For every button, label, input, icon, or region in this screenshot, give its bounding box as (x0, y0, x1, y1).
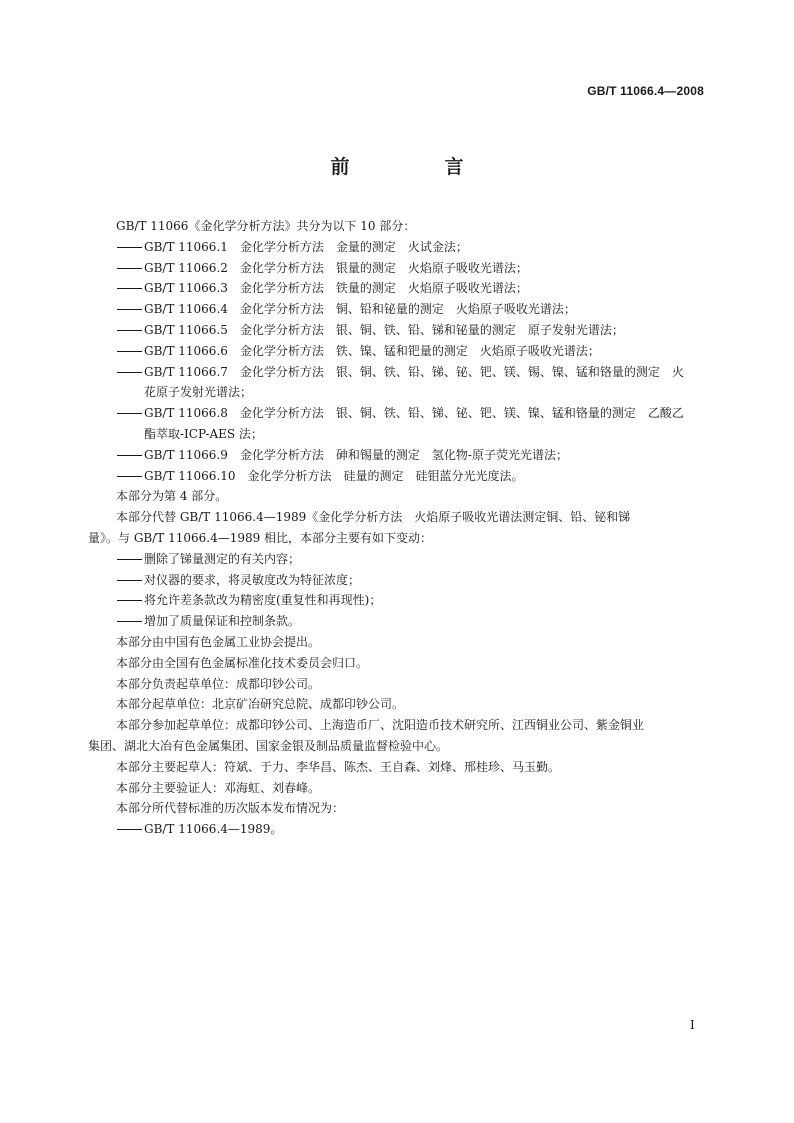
foreword-body (88, 216, 706, 840)
part-text: GB/T 11066.8 金化学分析方法 银、铜、铁、铅、锑、铋、钯、镁、镍、锰和铬量的测定 乙酸乙 (144, 406, 684, 421)
part-text: GB/T 11066.5 金化学分析方法 银、铜、铁、铅、锑和铋量的测定 原子发射光谱法； (144, 322, 624, 337)
part-text-continued: 花原子发射光谱法； (144, 385, 253, 400)
part-text: GB/T 11066.10 金化学分析方法 硅量的测定 硅钼蓝分光光度法。 (144, 468, 524, 483)
change-item (116, 590, 706, 611)
participating-units-line2: 集团、湖北大冶有色金属集团、国家金银及制品质量监督检验中心。 (88, 738, 449, 753)
part-text: GB/T 11066.7 金化学分析方法 银、铜、铁、铅、锑、铋、钯、镁、锡、镍、锰和铬量的测定 火 (144, 364, 684, 379)
main-verifiers-paragraph: 本部分主要验证人：邓海虹、刘春峰。 (116, 780, 321, 795)
intro-paragraph: GB/T 11066《金化学分析方法》共分为以下 10 部分： (116, 219, 416, 233)
list-item (116, 362, 706, 404)
list-item (116, 466, 706, 487)
standard-code: GB/T 11066.4—2008 (587, 84, 704, 98)
change-text: 对仪器的要求，将灵敏度改为特征浓度； (144, 572, 361, 587)
list-item (116, 403, 706, 445)
list-item (116, 445, 706, 466)
this-part-paragraph: 本部分为第 4 部分。 (116, 489, 228, 504)
replaces-paragraph-line1: 本部分代替 GB/T 11066.4—1989《金化学分析方法 火焰原子吸收光谱法测定铜、铅、铋和锑 (116, 510, 631, 525)
change-item (116, 570, 706, 591)
history-intro-paragraph: 本部分所代替标准的历次版本发布情况为： (116, 801, 345, 816)
list-item (116, 299, 706, 320)
part-text: GB/T 11066.9 金化学分析方法 砷和锡量的测定 氢化物-原子荧光光谱法； (144, 447, 568, 462)
list-item (116, 237, 706, 258)
change-item (116, 611, 706, 632)
centralized-by-paragraph: 本部分由全国有色金属标准化技术委员会归口。 (116, 655, 369, 670)
change-text: 删除了锑量测定的有关内容； (144, 551, 301, 566)
list-item (116, 278, 706, 299)
participating-units-line1: 本部分参加起草单位：成都印钞公司、上海造币厂、沈阳造币技术研究所、江西铜业公司、紫金铜业 (116, 718, 645, 733)
replaces-paragraph-line2: 量》。与 GB/T 11066.4—1989 相比，本部分主要有如下变动： (88, 530, 433, 545)
part-text: GB/T 11066.2 金化学分析方法 银量的测定 火焰原子吸收光谱法； (144, 260, 528, 275)
page-title: 前 言 (330, 156, 502, 178)
change-text: 将允许差条款改为精密度(重复性和再现性)； (144, 593, 382, 608)
history-text: GB/T 11066.4—1989。 (144, 822, 283, 837)
main-drafters-paragraph: 本部分主要起草人：符斌、于力、李华昌、陈杰、王自森、刘烽、邢桂珍、马玉勤。 (116, 759, 561, 774)
change-item (116, 549, 706, 570)
list-item (116, 258, 706, 279)
part-text-continued: 酯萃取-ICP-AES 法； (144, 426, 263, 441)
part-text: GB/T 11066.1 金化学分析方法 金量的测定 火试金法； (144, 239, 468, 254)
list-item (116, 341, 706, 362)
responsible-drafter-paragraph: 本部分负责起草单位：成都印钞公司。 (116, 676, 321, 691)
list-item (116, 320, 706, 341)
part-text: GB/T 11066.4 金化学分析方法 铜、铅和铋量的测定 火焰原子吸收光谱法； (144, 302, 576, 317)
history-item (116, 819, 706, 840)
part-text: GB/T 11066.3 金化学分析方法 铁量的测定 火焰原子吸收光谱法； (144, 281, 528, 296)
page-number: I (690, 1018, 695, 1032)
proposed-by-paragraph: 本部分由中国有色金属工业协会提出。 (116, 634, 321, 649)
part-text: GB/T 11066.6 金化学分析方法 铁、镍、锰和钯量的测定 火焰原子吸收光谱法； (144, 343, 600, 358)
change-text: 增加了质量保证和控制条款。 (144, 614, 301, 629)
drafting-units-paragraph: 本部分起草单位：北京矿冶研究总院、成都印钞公司。 (116, 697, 405, 712)
